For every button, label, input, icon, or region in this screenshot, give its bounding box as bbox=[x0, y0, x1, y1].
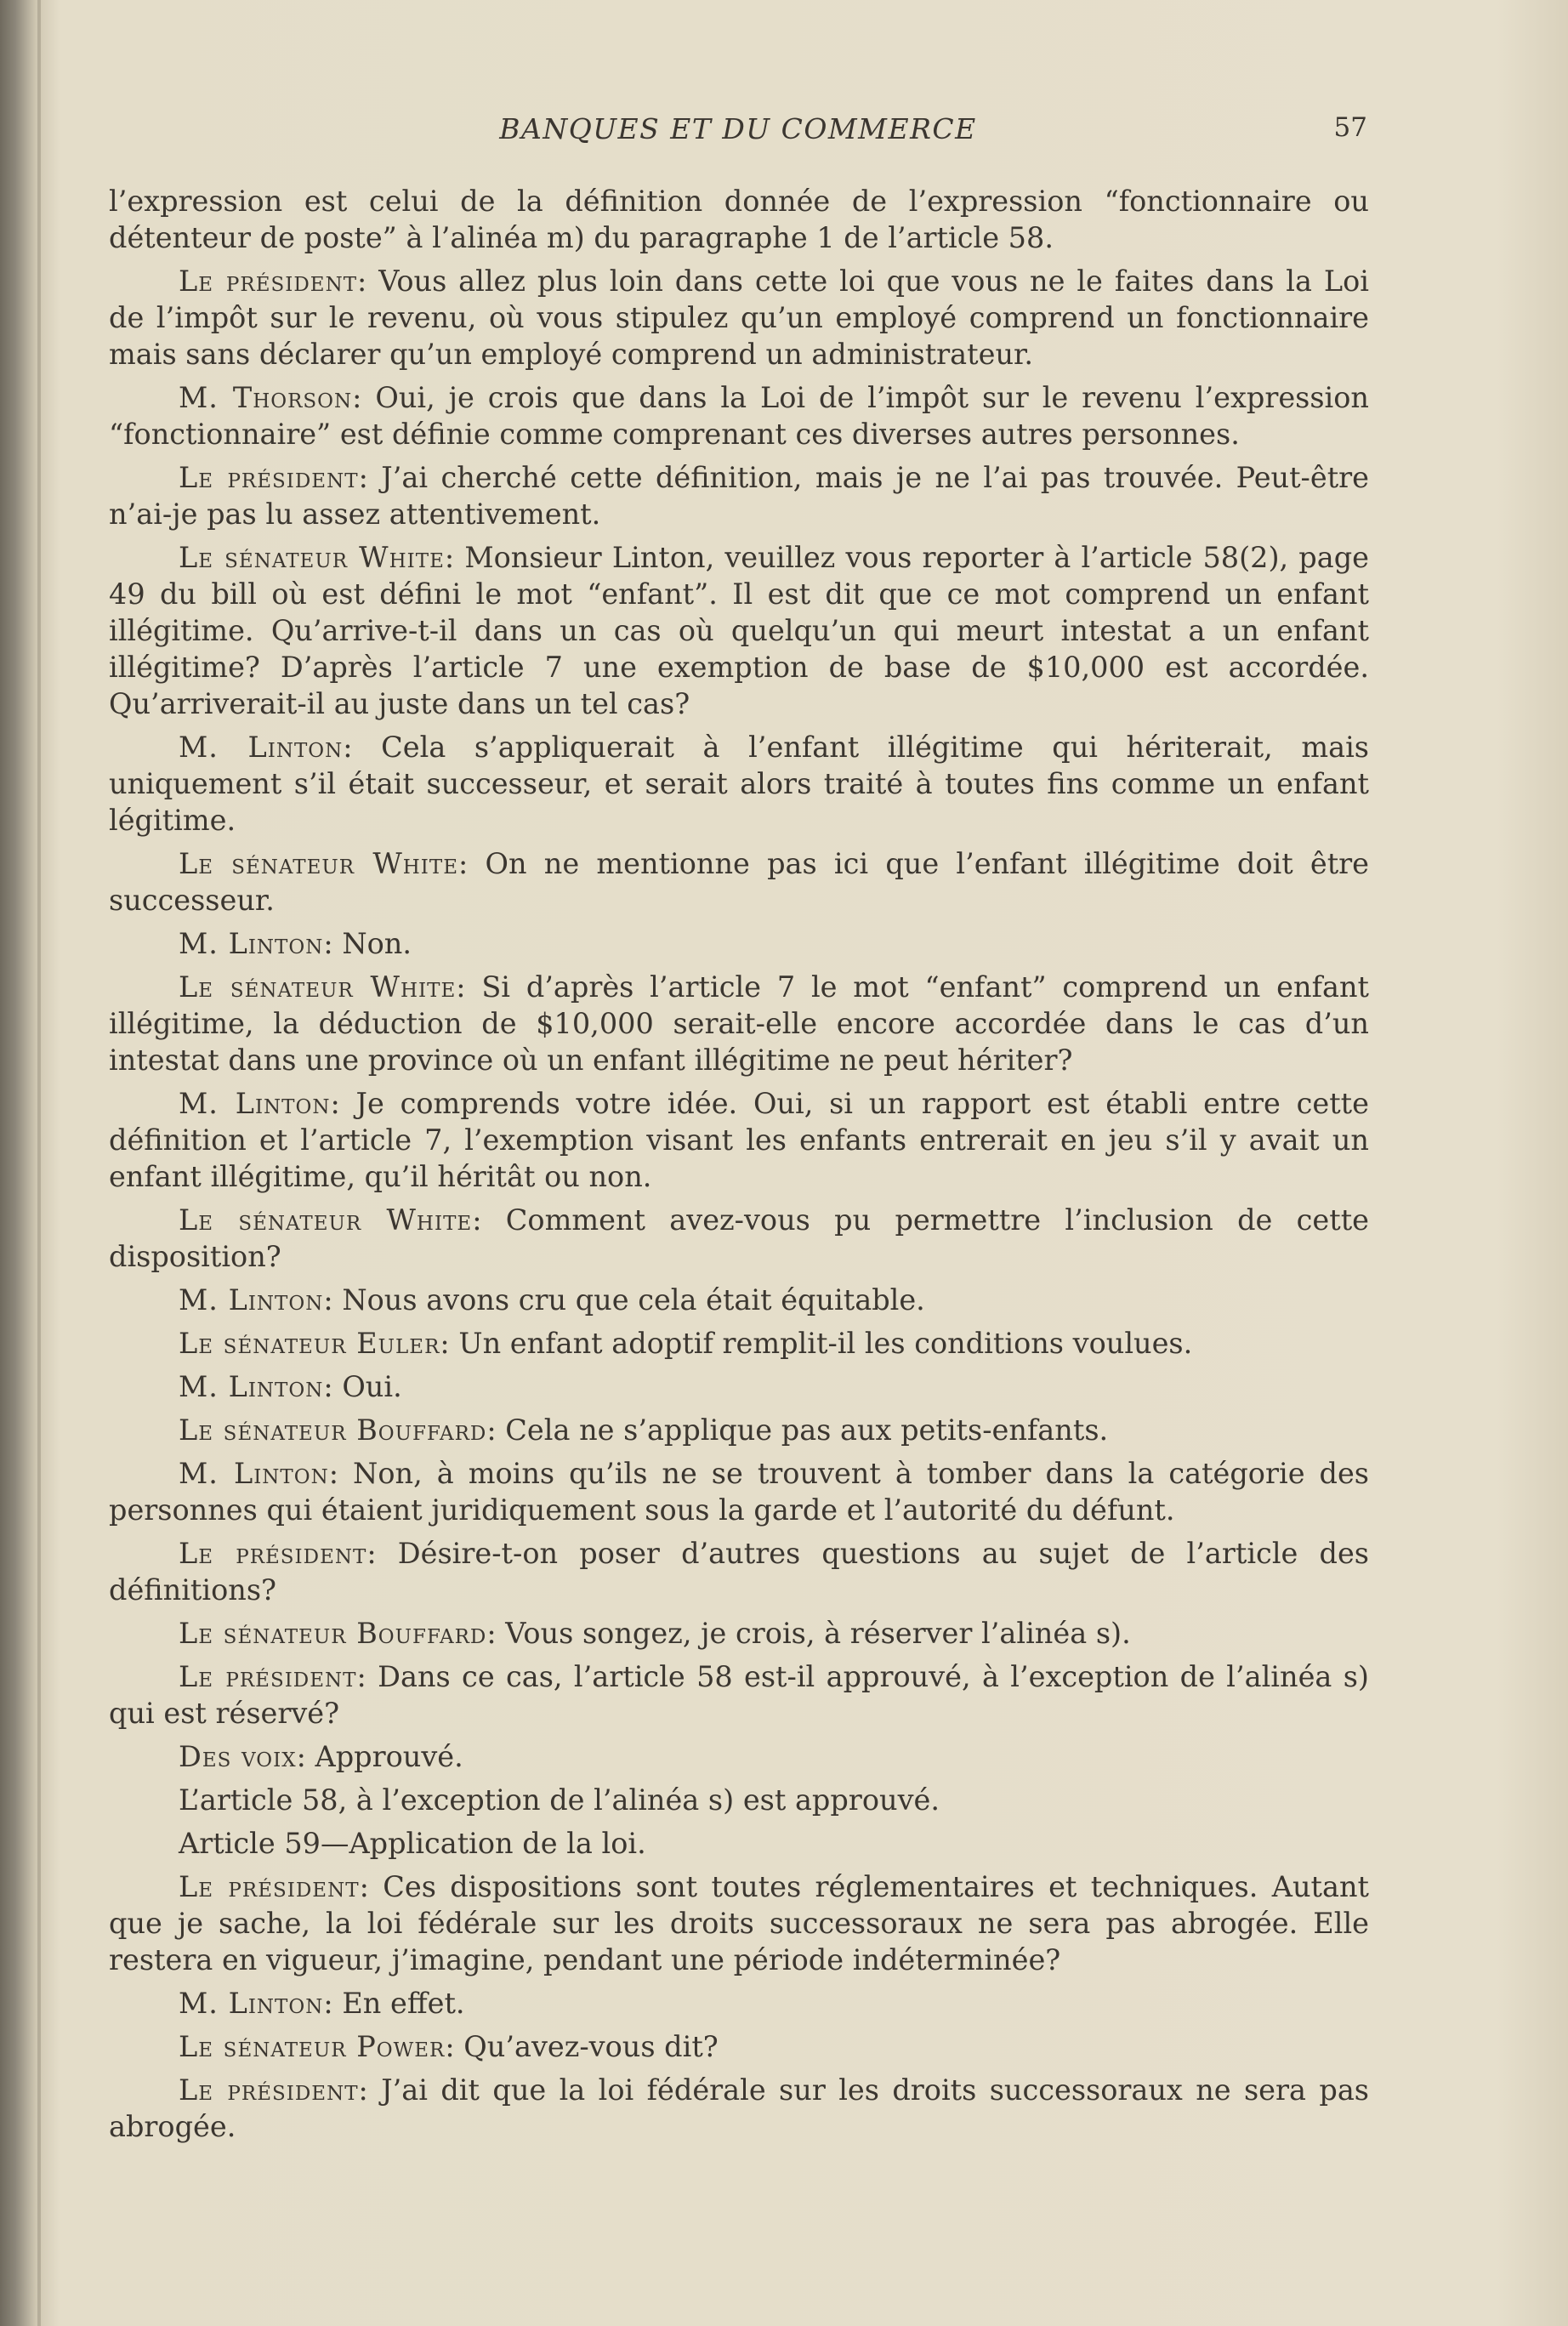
paragraph: Le président: Vous allez plus loin dans cette loi que vous ne le faites dans la Loi de l’impôt sur le revenu, où vous stipulez qu’un employé comprend un fonctionnaire mais sans déclarer qu’un employé comprend un administrateur. bbox=[109, 264, 1369, 371]
paragraph: M. Linton: Cela s’appliquerait à l’enfant illégitime qui hériterait, mais uniquement s’il était successeur, et serait alors traité à toutes fins comme un enfant légitime. bbox=[109, 731, 1369, 837]
speaker: Le président bbox=[179, 461, 359, 494]
speaker: Le sénateur Bouffard bbox=[179, 1413, 487, 1447]
paragraph: Le président: Désire-t-on poser d’autres questions au sujet de l’article des définitions? bbox=[109, 1537, 1369, 1607]
speaker: Le sénateur White bbox=[179, 970, 457, 1004]
paragraph: Des voix: Approuvé. bbox=[179, 1740, 463, 1773]
transcript-body bbox=[109, 183, 1369, 2152]
speaker: Le sénateur White bbox=[179, 847, 459, 880]
speaker: Le sénateur White bbox=[179, 1203, 473, 1237]
paragraph: Le président: Ces dispositions sont toutes réglementaires et techniques. Autant que je sache, la loi fédérale sur les droits successoraux ne sera pas abrogée. Elle restera en vigueur, j’imagine, pendant une période indéterminée? bbox=[109, 1870, 1369, 1976]
speaker: Le président bbox=[179, 1870, 360, 1903]
page-number: 57 bbox=[1333, 112, 1367, 143]
speaker: M. Linton bbox=[179, 927, 324, 960]
speaker: Le sénateur Euler bbox=[179, 1327, 440, 1360]
speaker: M. Linton bbox=[179, 1987, 324, 2020]
paragraph: L’article 58, à l’exception de l’alinéa s) est approuvé. bbox=[179, 1783, 940, 1817]
paragraph: Le sénateur White: On ne mentionne pas ici que l’enfant illégitime doit être successeur. bbox=[109, 847, 1369, 917]
speaker: M. Linton bbox=[179, 1457, 329, 1490]
paragraph: M. Thorson: Oui, je crois que dans la Loi de l’impôt sur le revenu l’expression “fonctionnaire” est définie comme comprenant ces diverses autres personnes. bbox=[109, 381, 1369, 451]
running-title: BANQUES ET DU COMMERCE bbox=[499, 112, 977, 145]
paragraph: M. Linton: Oui. bbox=[179, 1370, 402, 1403]
speaker: M. Linton bbox=[179, 731, 344, 764]
paragraph: Le président: J’ai dit que la loi fédérale sur les droits successoraux ne sera pas abrogée. bbox=[109, 2073, 1369, 2143]
speaker: M. Linton bbox=[179, 1087, 331, 1120]
speaker: M. Linton bbox=[179, 1283, 324, 1317]
paragraph: l’expression est celui de la définition donnée de l’expression “fonctionnaire ou détenteur de poste” à l’alinéa m) du paragraphe 1 de l’article 58. bbox=[109, 185, 1369, 254]
paragraph: Le sénateur White: Si d’après l’article 7 le mot “enfant” comprend un enfant illégitime, la déduction de $10,000 serait-elle encore accordée dans le cas d’un intestat dans une province où un enfant illégitime ne peut hériter? bbox=[109, 970, 1369, 1077]
speaker: Le président bbox=[179, 2073, 359, 2107]
paragraph: Le président: J’ai cherché cette définition, mais je ne l’ai pas trouvée. Peut-être n’ai-je pas lu assez attentivement. bbox=[109, 461, 1369, 531]
speaker: Le président bbox=[179, 264, 358, 298]
speaker: Le sénateur White bbox=[179, 541, 445, 574]
speaker: Le président bbox=[179, 1660, 357, 1693]
speaker: Des voix bbox=[179, 1740, 297, 1773]
paragraph: Le sénateur Power: Qu’avez-vous dit? bbox=[179, 2030, 719, 2063]
paragraph: M. Linton: En effet. bbox=[179, 1987, 465, 2020]
speaker: Le sénateur Power bbox=[179, 2030, 446, 2063]
paragraph: Le sénateur White: Comment avez-vous pu permettre l’inclusion de cette disposition? bbox=[109, 1203, 1369, 1273]
page-header bbox=[109, 112, 1367, 155]
paragraph: Le sénateur White: Monsieur Linton, veuillez vous reporter à l’article 58(2), page 49 du bill où est défini le mot “enfant”. Il est dit que ce mot comprend un enfant illégitime. Qu’arrive-t-il dans un cas où quelqu’un qui meurt intestat a un enfant illégitime? D’après l’article 7 une exemption de base de $10,000 est accordée. Qu’arriverait-il au juste dans un tel cas? bbox=[109, 541, 1369, 720]
paragraph: Le sénateur Bouffard: Cela ne s’applique pas aux petits-enfants. bbox=[179, 1413, 1109, 1447]
paragraph: M. Linton: Non. bbox=[179, 927, 412, 960]
paragraph: Article 59—Application de la loi. bbox=[179, 1827, 646, 1860]
speaker: Le sénateur Bouffard bbox=[179, 1617, 487, 1650]
paragraph: Le sénateur Euler: Un enfant adoptif remplit-il les conditions voulues. bbox=[179, 1327, 1193, 1360]
paragraph: Le président: Dans ce cas, l’article 58 est-il approuvé, à l’exception de l’alinéa s) qui est réservé? bbox=[109, 1660, 1369, 1730]
speaker: Le président bbox=[179, 1537, 367, 1570]
paragraph: M. Linton: Je comprends votre idée. Oui, si un rapport est établi entre cette définition et l’article 7, l’exemption visant les enfants entrerait en jeu s’il y avait un enfant illégitime, qu’il héritât ou non. bbox=[109, 1087, 1369, 1193]
speaker: M. Linton bbox=[179, 1370, 324, 1403]
speaker: M. Thorson bbox=[179, 381, 353, 414]
paragraph: Le sénateur Bouffard: Vous songez, je crois, à réserver l’alinéa s). bbox=[179, 1617, 1131, 1650]
binding-shadow bbox=[37, 0, 41, 2326]
paragraph: M. Linton: Nous avons cru que cela était équitable. bbox=[179, 1283, 925, 1317]
paragraph: M. Linton: Non, à moins qu’ils ne se trouvent à tomber dans la catégorie des personnes qui étaient juridiquement sous la garde et l’autorité du défunt. bbox=[109, 1457, 1369, 1527]
